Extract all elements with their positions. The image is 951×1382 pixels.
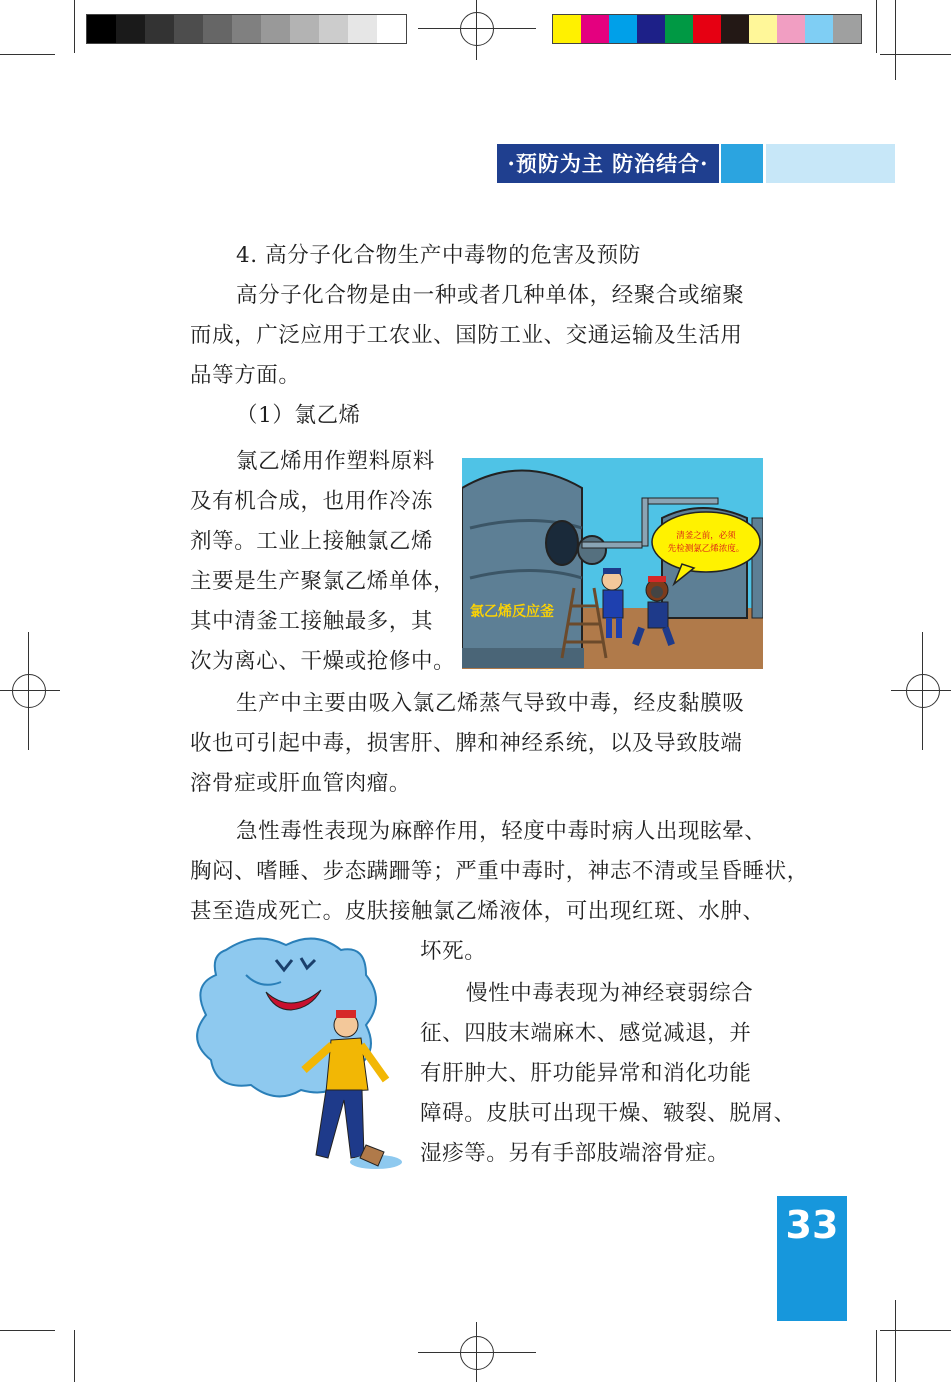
text-line: 生产中主要由吸入氯乙烯蒸气导致中毒，经皮黏膜吸 [236,691,745,716]
swatch [203,15,232,43]
subheading: （1）氯乙烯 [236,403,361,428]
text-line: 急性毒性表现为麻醉作用，轻度中毒时病人出现眩晕、 [236,819,767,844]
swatch [174,15,203,43]
swatch [721,15,749,43]
swatch [232,15,261,43]
text-line: 次为离心、干燥或抢修中。 [190,649,456,674]
text-line: 氯乙烯用作塑料原料 [236,449,435,474]
swatch [637,15,665,43]
swatch [609,15,637,43]
chronic-toxicity-paragraph [420,974,796,1174]
section-heading: 4. 高分子化合物生产中毒物的危害及预防 [236,243,641,268]
swatch [693,15,721,43]
text-line: 有肝肿大、肝功能异常和消化功能 [420,1061,752,1086]
swatch [290,15,319,43]
speech-bubble-line1: 清釜之前，必须 [676,531,736,541]
acute-toxicity-paragraph [190,812,809,932]
swatch [116,15,145,43]
text-line: 高分子化合物是由一种或者几种单体，经聚合或缩聚 [236,283,745,308]
text-line: 及有机合成，也用作冷冻 [190,489,434,514]
running-header-title: ·预防为主 防治结合· [497,144,719,183]
vinyl-chloride-uses-paragraph [190,442,455,682]
swatch [777,15,805,43]
text-line: 湿疹等。另有手部肢端溶骨症。 [420,1141,730,1166]
text-line: 胸闷、嗜睡、步态蹒跚等；严重中毒时，神志不清或呈昏睡状， [190,859,809,884]
swatch [665,15,693,43]
text-line: 甚至造成死亡。皮肤接触氯乙烯液体，可出现红斑、水肿、 [190,899,765,924]
text-line: 其中清釜工接触最多，其 [190,609,434,634]
tank-label: 氯乙烯反应釜 [470,604,554,620]
header-accent-block [721,144,763,183]
reactor-tank-illustration [462,458,763,669]
toxic-cloud-illustration [186,930,418,1176]
speech-bubble-line2: 先检测氯乙烯浓度。 [667,544,745,554]
swatch [145,15,174,43]
swatch [319,15,348,43]
page-number: 33 [777,1196,847,1321]
acute-toxicity-tail: 坏死。 [420,939,487,964]
text-line: 慢性中毒表现为神经衰弱综合 [466,981,754,1006]
swatch [553,15,581,43]
grayscale-color-bar [86,14,407,44]
text-line: 品等方面。 [190,363,301,388]
text-line: 收也可引起中毒，损害肝、脾和神经系统，以及导致肢端 [190,731,743,756]
text-line: 主要是生产聚氯乙烯单体， [190,569,456,594]
swatch [377,15,406,43]
swatch [749,15,777,43]
text-line: 溶骨症或肝血管肉瘤。 [190,771,412,796]
intro-paragraph [190,276,744,396]
swatch [87,15,116,43]
text-line: 剂等。工业上接触氯乙烯 [190,529,434,554]
exposure-route-paragraph [190,684,744,804]
process-color-bar [552,14,862,44]
swatch [833,15,861,43]
swatch [805,15,833,43]
swatch [348,15,377,43]
header-light-block [766,144,895,183]
swatch [261,15,290,43]
text-line: 而成，广泛应用于工农业、国防工业、交通运输及生活用 [190,323,743,348]
swatch [581,15,609,43]
text-line: 征、四肢末端麻木、感觉减退，并 [420,1021,752,1046]
text-line: 障碍。皮肤可出现干燥、皲裂、脱屑、 [420,1101,796,1126]
